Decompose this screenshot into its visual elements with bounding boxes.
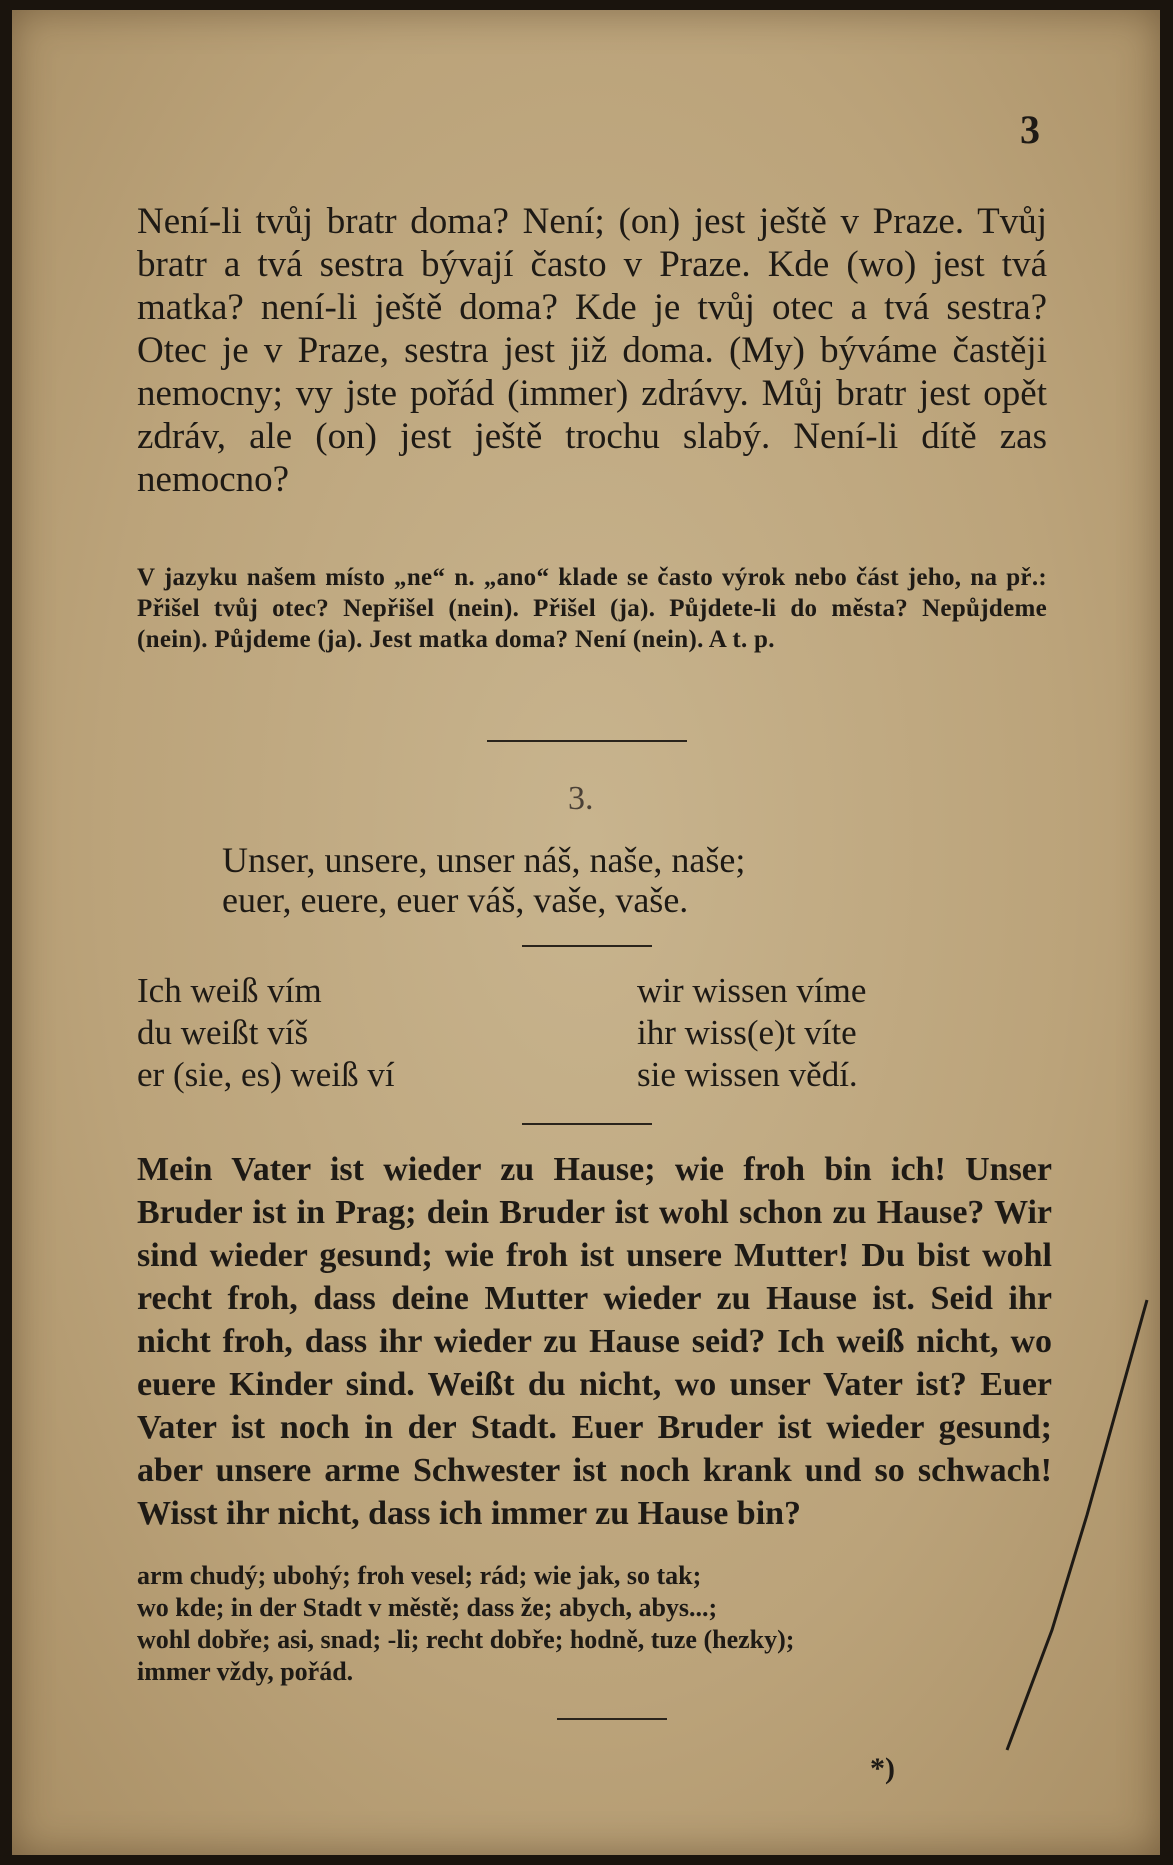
conjugation-line: er (sie, es) weiß ví bbox=[137, 1055, 395, 1094]
vocabulary-line: immer vždy, pořád. bbox=[137, 1657, 354, 1686]
czech-exercise-paragraph: Není-li tvůj bratr doma? Není; (on) jest ještě v Praze. Tvůj bratr a tvá sestra bývají často v Praze. Kde (wo) jest tvá matka? není-li ještě doma? Kde je tvůj otec a tvá sestra? Otec je v Praze, sestra jest již doma. (My) býváme častěji nemocny; vy jste pořád (immer) zdrávy. Můj bratr jest opět zdráv, ale (on) jest ještě trochu slabý. Není-li dítě zas nemocno? bbox=[137, 201, 1047, 500]
vocabulary-line: wo kde; in der Stadt v městě; dass že; abych, abys...; bbox=[137, 1593, 718, 1622]
conjugation-line: sie wissen vědí. bbox=[637, 1055, 858, 1094]
footnote-mark: *) bbox=[870, 1752, 895, 1785]
vocabulary-line: wohl dobře; asi, snad; -li; recht dobře; hodně, tuze (hezky); bbox=[137, 1625, 795, 1654]
section-number: 3. bbox=[568, 780, 594, 817]
declension-line: Unser, unsere, unser náš, naše, naše; bbox=[222, 840, 746, 880]
conjugation-line: wir wissen víme bbox=[637, 971, 867, 1010]
vocabulary-line: arm chudý; ubohý; froh vesel; rád; wie jak, so tak; bbox=[137, 1561, 702, 1590]
book-page bbox=[12, 10, 1160, 1855]
grammar-note: V jazyku našem místo „ne“ n. „ano“ klade se často výrok nebo část jeho, na př.: Přišel tvůj otec? Nepřišel (nein). Přišel (ja). Půjdete-li do města? Nepůjdeme (nein). Půjdeme (ja). Jest matka doma? Není (nein). A t. p. bbox=[137, 564, 1047, 653]
conjugation-line: Ich weiß vím bbox=[137, 971, 322, 1010]
page-number: 3 bbox=[1020, 107, 1040, 152]
declension-line: euer, euere, euer váš, vaše, vaše. bbox=[222, 880, 689, 920]
conjugation-line: ihr wiss(e)t víte bbox=[637, 1013, 857, 1052]
pen-stroke-mark bbox=[12, 10, 1160, 1855]
german-exercise-paragraph: Mein Vater ist wieder zu Hause; wie froh bin ich! Unser Bruder ist in Prag; dein Bruder ist wohl schon zu Hause? Wir sind wieder gesund; wie froh ist unsere Mutter! Du bist wohl recht froh, dass deine Mutter wieder zu Hause ist. Seid ihr nicht froh, dass ihr wieder zu Hause seid? Ich weiß nicht, wo euere Kinder sind. Weißt du nicht, wo unser Vater ist? Euer Vater ist noch in der Stadt. Euer Bruder ist wieder gesund; aber unsere arme Schwester ist noch krank und so schwach! Wisst ihr nicht, dass ich immer zu Hause bin? bbox=[137, 1151, 1052, 1532]
conjugation-line: du weißt víš bbox=[137, 1013, 309, 1052]
